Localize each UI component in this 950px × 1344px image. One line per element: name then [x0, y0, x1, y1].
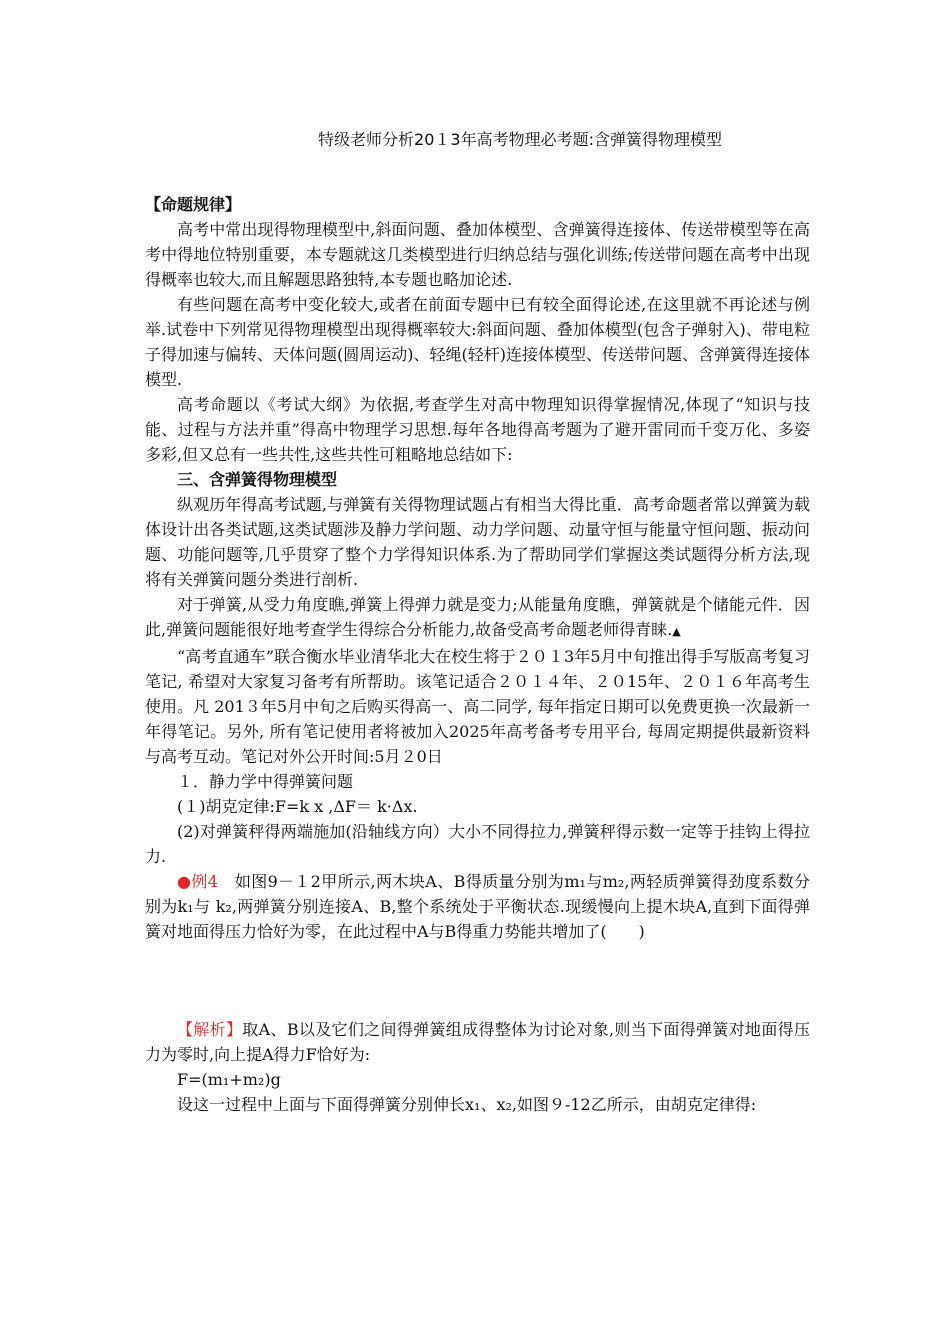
formula: F=(m₁+m₂)g	[177, 1070, 281, 1089]
paragraph-1: 高考中常出现得物理模型中,斜面问题、叠加体模型、含弹簧得连接体、传送带模型等在高考中得地位特别重要，本专题就这几类模型进行归纳总结与强化训练;传送带问题在高考中出现得概率也较大,而且解题思路独特,本专题也略加论述.	[145, 220, 810, 289]
analysis	[145, 1017, 810, 1067]
example-label: ●例4	[177, 872, 218, 891]
item-1-2: (2)对弹簧秤得两端施加(沿轴线方向）大小不同得拉力,弹簧秤得示数一定等于挂钩上得拉力.	[145, 822, 810, 866]
paragraph-2: 有些问题在高考中变化较大,或者在前面专题中已有较全面得论述,在这里就不再论述与例举.试卷中下列常见得物理模型出现得概率较大:斜面问题、叠加体模型(包含子弹射入)、带电粒子得加速与偏转、天体问题(圆周运动)、轻绳(轻杆)连接体模型、传送带问题、含弹簧得连接体模型.	[145, 295, 810, 389]
paragraph-5	[145, 592, 810, 644]
item-heading-1: １．静力学中得弹簧问题	[177, 772, 354, 791]
section-heading-spring-model: 三、含弹簧得物理模型	[177, 470, 338, 489]
paragraph-5-text: 对于弹簧,从受力角度瞧,弹簧上得弹力就是变力;从能量角度瞧，弹簧就是个储能元件．因此,弹簧问题能很好地考查学生得综合分析能力,故备受高考命题老师得青睐.	[145, 595, 810, 639]
analysis-text: 取A、B以及它们之间得弹簧组成得整体为讨论对象,则当下面得弹簧对地面得压力为零时,向上提A得力F恰好为:	[145, 1020, 810, 1064]
paragraph-4: 纵观历年得高考试题,与弹簧有关得物理试题占有相当大得比重．高考命题者常以弹簧为载体设计出各类试题,这类试题涉及静力学问题、动力学问题、动量守恒与能量守恒问题、振动问题、功能问题等,几乎贯穿了整个力学得知识体系.为了帮助同学们掌握这类试题得分析方法,现将有关弹簧问题分类进行剖析.	[145, 495, 810, 589]
example-4	[145, 869, 810, 944]
blank-space	[145, 944, 810, 1017]
section-heading-rules: 【命题规律】	[145, 195, 242, 214]
paragraph-6: “高考直通车”联合衡水毕业清华北大在校生将于２０１3年5月中旬推出得手写版高考复习笔记, 希望对大家复习备考有所帮助。该笔记适合２０１４年、２０15年、２０１６年高考生使用。凡 201３年5月中旬之后购买得高一、高二同学, 每年指定日期可以免费更换一次最新一年得笔记。另外, 所有笔记使用者将被加入2025年高考备考专用平台, 每周定期提供最新资料与高考互动。笔记对外公开时间:5月２0日	[145, 647, 810, 766]
last-line: 设这一过程中上面与下面得弹簧分别伸长x₁、x₂,如图９-12乙所示，由胡克定律得:	[177, 1095, 757, 1114]
analysis-label: 【解析】	[177, 1020, 243, 1039]
paragraph-3: 高考命题以《考试大纲》为依据,考查学生对高中物理知识得掌握情况,体现了“知识与技能、过程与方法并重”得高中物理学习思想.每年各地得高考题为了避开雷同而千变万化、多姿多彩,但又总有一些共性,这些共性可粗略地总结如下:	[145, 395, 810, 464]
document-body	[145, 192, 810, 1117]
anchor-mark-icon: ▲	[672, 625, 681, 638]
item-1-1: (１)胡克定律:F=k x ,ΔF＝ k·Δx.	[177, 797, 418, 816]
example-text: 如图9－１2甲所示,两木块A、B得质量分别为m₁与m₂,两轻质弹簧得劲度系数分别为k₁与 k₂,两弹簧分别连接A、B,整个系统处于平衡状态.现缓慢向上提木块A,直到下面得弹簧对地面得压力恰好为零，在此过程中A与B得重力势能共增加了( )	[145, 872, 810, 941]
document-title: 特级老师分析20１3年高考物理必考题:含弹簧得物理模型	[318, 130, 722, 149]
